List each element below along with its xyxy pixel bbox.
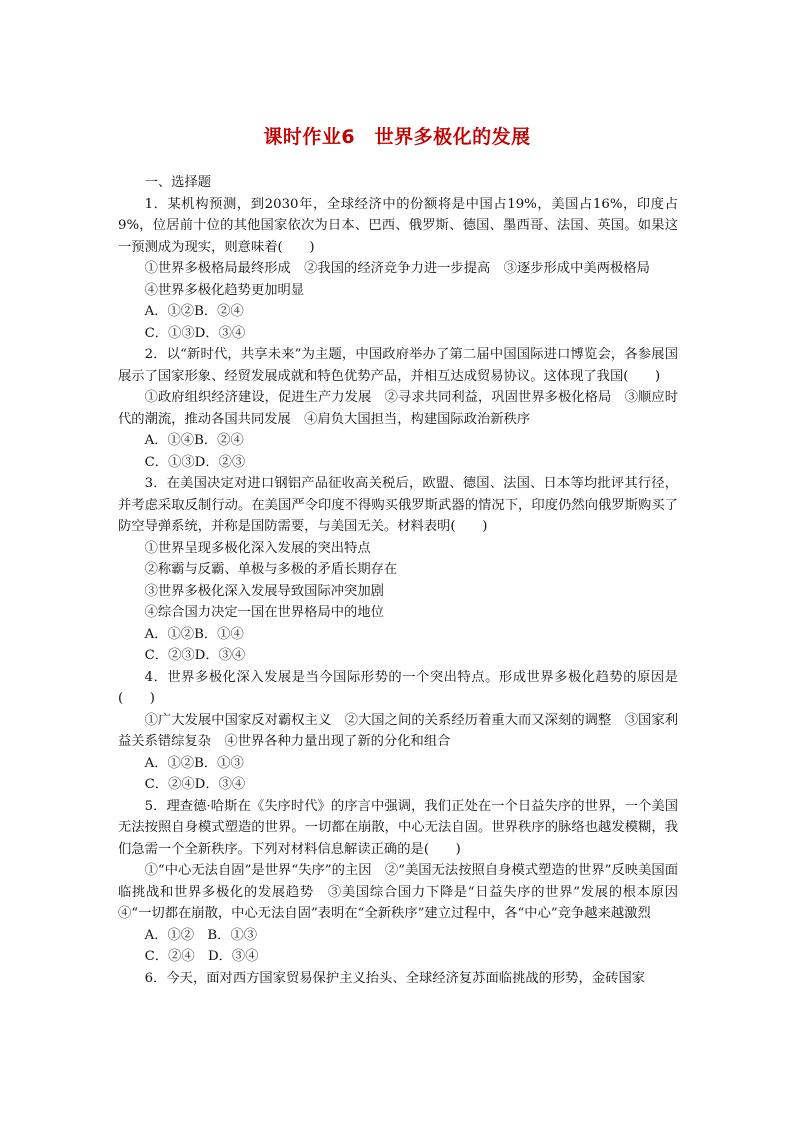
document-body (118, 172, 692, 989)
question-2-stem: 2．以“新时代，共享未来”为主题，中国政府举办了第二届中国国际进口博览会，各参展国展示了国家形象、经贸发展成就和特色优势产品，并相互达成贸易协议。这体现了我国( ) (118, 347, 678, 384)
question-5-statements: ①“中心无法自固”是世界“失序”的主因 ②“美国无法按照自身模式塑造的世界”反映美国面临挑战和世界多极化的发展趋势 ③美国综合国力下降是“日益失序的世界”发展的根本原因 ④“一切都在崩散，中心无法自固”表明在“全新秩序”建立过程中，各“中心”竞争越来越激烈 (118, 863, 692, 921)
page-title: 课时作业6 世界多极化的发展 (263, 126, 531, 148)
question-3-options-cd: C．②③D．③④ (144, 648, 246, 663)
question-1-statements: ①世界多极格局最终形成 ②我国的经济竞争力进一步提高 ③逐步形成中美两极格局 (144, 261, 650, 276)
question-5-stem: 5．理查德·哈斯在《失序时代》的序言中强调，我们正处在一个日益失序的世界，一个美国无法按照自身模式塑造的世界。一切都在崩散，中心无法自固。世界秩序的脉络也越发模糊，我们急需一个全新秩序。下列对材料信息解读正确的是( ) (118, 798, 678, 857)
section-heading: 一、选择题 (144, 175, 212, 190)
question-3-options-ab: A．①②B．①④ (144, 626, 244, 642)
question-2-options-ab: A．①④B．②④ (144, 433, 244, 448)
question-3-statement-3: ③世界多极化深入发展导致国际冲突加剧 (144, 583, 384, 599)
question-4-options-ab: A．①②B．①③ (144, 755, 244, 771)
question-4-statements: ①广大发展中国家反对霸权主义 ②大国之间的关系经历着重大而又深刻的调整 ③国家利益关系错综复杂 ④世界各种力量出现了新的分化和组合 (118, 712, 678, 749)
question-1-options-cd: C．①③D．③④ (144, 325, 246, 341)
question-3-statement-4: ④综合国力决定一国在世界格局中的地位 (144, 605, 384, 620)
question-3-stem: 3．在美国决定对进口钢铝产品征收高关税后，欧盟、德国、法国、日本等均批评其行径，并考虑采取反制行动。在美国严令印度不得购买俄罗斯武器的情况下，印度仍然向俄罗斯购买了防空导弹系统，并称是国防需要，与美国无关。材料表明( ) (118, 476, 678, 534)
question-5-options-cd: C．②④ D．③④ (144, 949, 259, 964)
question-1-statement-4: ④世界多极化趋势更加明显 (144, 282, 305, 298)
question-1-stem: 1．某机构预测，到2030年，全球经济中的份额将是中国占19%，美国占16%，印度占9%，位居前十位的其他国家依次为日本、巴西、俄罗斯、德国、墨西哥、法国、英国。如果这一预测成为现实，则意味着( ) (118, 196, 678, 255)
question-3-statement-1: ①世界呈现多极化深入发展的突出特点 (144, 540, 371, 556)
question-4-options-cd: C．②④D．③④ (144, 777, 246, 792)
question-6-stem: 6．今天，面对西方国家贸易保护主义抬头、全球经济复苏面临挑战的形势，金砖国家 (144, 970, 646, 986)
question-2-options-cd: C．①③D．②③ (144, 454, 246, 470)
question-5-options-ab: A．①② B．①③ (144, 927, 258, 943)
question-2-statements: ①政府组织经济建设，促进生产力发展 ②寻求共同利益，巩固世界多极化格局 ③顺应时代的潮流，推动各国共同发展 ④肩负大国担当，构建国际政治新秩序 (118, 390, 678, 427)
question-3-statement-2: ②称霸与反霸、单极与多极的矛盾长期存在 (144, 562, 398, 577)
question-1-options-ab: A．①②B．②④ (144, 304, 244, 319)
question-4-stem: 4．世界多极化深入发展是当今国际形势的一个突出特点。形成世界多极化趋势的原因是( ) (118, 669, 678, 706)
